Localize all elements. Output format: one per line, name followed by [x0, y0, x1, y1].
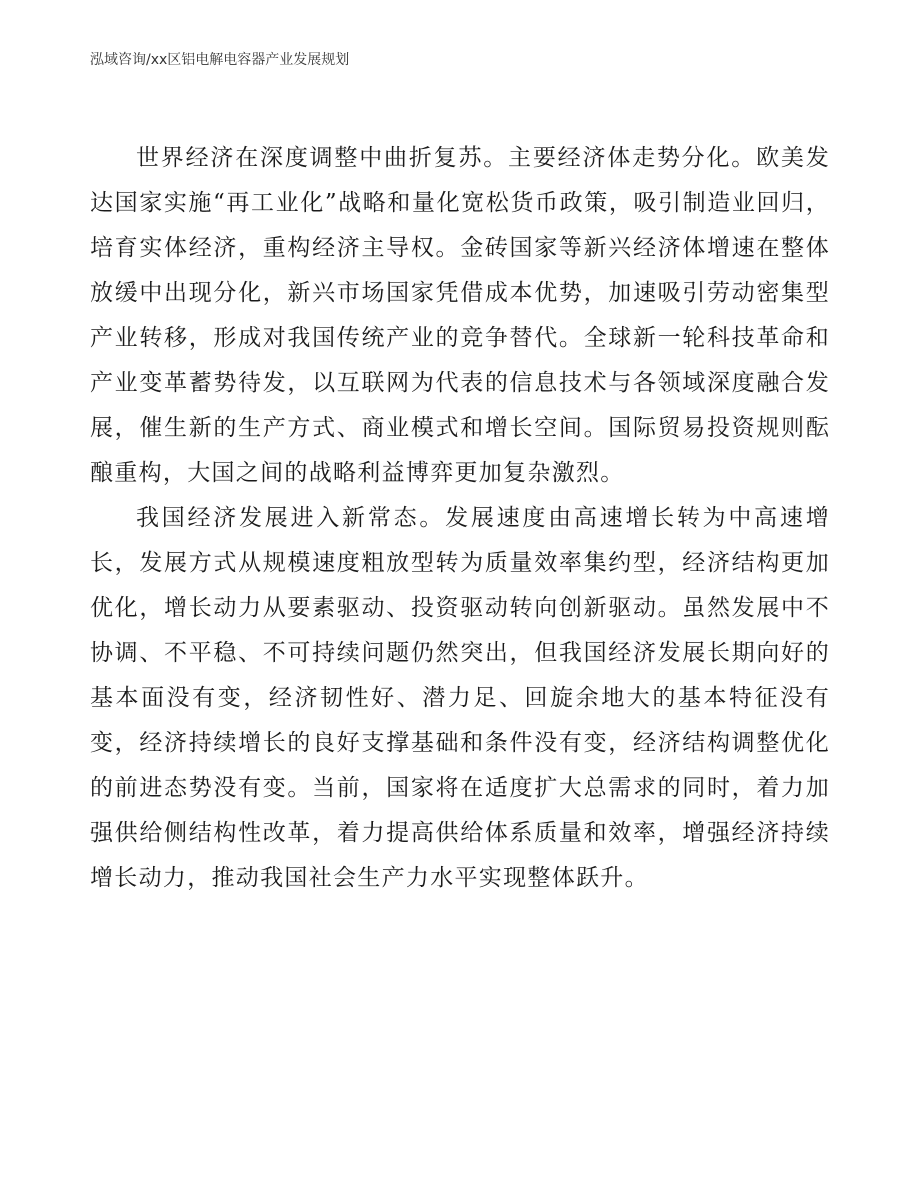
document-body — [90, 136, 830, 901]
page-header-title: 泓域咨询/xx区铝电解电容器产业发展规划 — [90, 52, 350, 68]
paragraph-china-economy: 我国经济发展进入新常态。发展速度由高速增长转为中高速增长，发展方式从规模速度粗放型转为质量效率集约型，经济结构更加优化，增长动力从要素驱动、投资驱动转向创新驱动。虽然发展中不协调、不平稳、不可持续问题仍然突出，但我国经济发展长期向好的基本面没有变，经济韧性好、潜力足、回旋余地大的基本特征没有变，经济持续增长的良好支撑基础和条件没有变，经济结构调整优化的前进态势没有变。当前，国家将在适度扩大总需求的同时，着力加强供给侧结构性改革，着力提高供给体系质量和效率，增强经济持续增长动力，推动我国社会生产力水平实现整体跃升。 — [90, 505, 830, 891]
header-divider — [90, 76, 830, 77]
paragraph-world-economy: 世界经济在深度调整中曲折复苏。主要经济体走势分化。欧美发达国家实施“再工业化”战略和量化宽松货币政策，吸引制造业回归，培育实体经济，重构经济主导权。金砖国家等新兴经济体增速在整体放缓中出现分化，新兴市场国家凭借成本优势，加速吸引劳动密集型产业转移，形成对我国传统产业的竞争替代。全球新一轮科技革命和产业变革蓄势待发，以互联网为代表的信息技术与各领域深度融合发展，催生新的生产方式、商业模式和增长空间。国际贸易投资规则酝酿重构，大国之间的战略利益博弈更加复杂激烈。 — [90, 145, 830, 486]
